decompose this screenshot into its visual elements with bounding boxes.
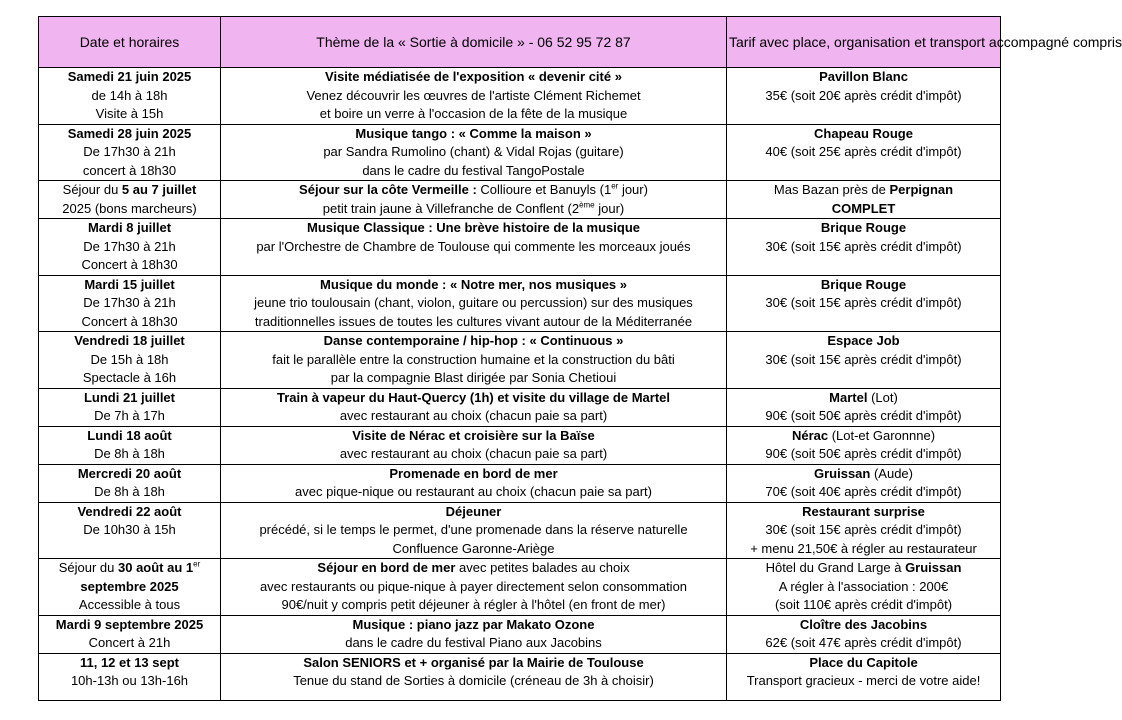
- header-tarif-line2: transport accompagné compris: [929, 34, 1122, 50]
- date-line: Concert à 18h30: [81, 313, 178, 329]
- venue: Espace Job: [827, 333, 900, 348]
- theme-title: Déjeuner: [445, 503, 502, 519]
- table-row: [39, 388, 1001, 426]
- cell-theme: [221, 275, 727, 332]
- theme-line: dans le cadre du festival Piano aux Jacobins: [345, 635, 602, 650]
- cell-tarif: [727, 124, 1001, 181]
- header-date: Date et horaires: [39, 17, 221, 68]
- cell-tarif: [727, 559, 1001, 616]
- ordinal: er: [611, 181, 619, 191]
- cell-tarif: [727, 615, 1001, 653]
- cell-theme: [221, 388, 727, 426]
- cell-date: [39, 388, 221, 426]
- date-line: 10h-13h ou 13h-16h: [70, 673, 189, 688]
- cell-tarif: [727, 275, 1001, 332]
- date-line: de 14h à 18h: [91, 87, 168, 103]
- cell-date: [39, 68, 221, 125]
- venue-city: Gruissan: [905, 560, 962, 575]
- date-line: Accessible à tous: [78, 597, 181, 612]
- date-title: Lundi 21 juillet: [83, 389, 175, 405]
- date-line: De 15h à 18h: [90, 351, 169, 367]
- date-line: De 7h à 17h: [94, 408, 165, 423]
- theme-line: traditionnelles issues de toutes les cultures vivant autour de la Méditerranée: [254, 313, 693, 329]
- date-line: Visite à 15h: [95, 106, 164, 121]
- theme-line: précédé, si le temps le permet, d'une promenade dans la réserve naturelle: [259, 522, 688, 537]
- theme-line: jeune trio toulousain (chant, violon, guitare ou percussion) sur des musiques: [254, 295, 693, 310]
- theme-title: Séjour en bord de mer: [317, 560, 456, 575]
- cell-tarif: [727, 68, 1001, 125]
- theme-line: Tenue du stand de Sorties à domicile (créneau de 3h à choisir): [293, 673, 654, 688]
- theme-title: Danse contemporaine / hip-hop : « Continuous »: [323, 333, 624, 348]
- date-line: Concert à 21h: [88, 635, 171, 650]
- cell-tarif: [727, 219, 1001, 276]
- venue-city: Martel: [829, 389, 868, 405]
- theme-line: par l'Orchestre de Chambre de Toulouse qui commente les morceaux joués: [256, 238, 691, 254]
- date-title: Samedi 28 juin 2025: [67, 125, 192, 141]
- date-title: Mardi 9 septembre 2025: [55, 616, 204, 632]
- cell-date: [39, 332, 221, 389]
- price: 30€ (soit 15€ après crédit d'impôt): [765, 238, 962, 254]
- venue: Brique Rouge: [820, 276, 907, 292]
- date-title: Mardi 8 juillet: [87, 220, 172, 235]
- cell-date: [39, 275, 221, 332]
- theme-line: dans le cadre du festival TangoPostale: [362, 162, 585, 178]
- cell-date: [39, 219, 221, 276]
- price: Transport gracieux - merci de votre aide!: [746, 673, 981, 688]
- price: 40€ (soit 25€ après crédit d'impôt): [765, 144, 962, 159]
- theme-line: Confluence Garonne-Ariège: [392, 540, 555, 556]
- cell-date: [39, 124, 221, 181]
- theme-title: Musique : piano jazz par Makato Ozone: [352, 616, 595, 632]
- ordinal: ème: [579, 200, 595, 210]
- venue: Place du Capitole: [809, 654, 918, 670]
- theme-title: Musique du monde : « Notre mer, nos musiques »: [320, 276, 627, 292]
- price: 30€ (soit 15€ après crédit d'impôt): [765, 351, 962, 367]
- cell-tarif: [727, 332, 1001, 389]
- theme-title: Musique Classique : Une brève histoire de la musique: [306, 220, 641, 235]
- theme-title: Salon SENIORS et + organisé par la Mairie de Toulouse: [303, 654, 644, 670]
- cell-theme: [221, 615, 727, 653]
- date-line: Spectacle à 16h: [82, 370, 177, 385]
- venue-region: (Lot-et Garonnne): [828, 427, 936, 443]
- venue: [729, 389, 998, 408]
- cell-theme: [221, 124, 727, 181]
- cell-date: [39, 615, 221, 653]
- date-range: septembre 2025: [80, 578, 179, 594]
- price: 30€ (soit 15€ après crédit d'impôt): [765, 522, 962, 537]
- date-title: 11, 12 et 13 sept: [79, 654, 179, 670]
- cell-tarif: [727, 426, 1001, 464]
- theme-title: Séjour sur la côte Vermeille :: [299, 182, 477, 197]
- theme-text: jour): [618, 182, 648, 197]
- cell-date: [39, 464, 221, 502]
- cell-theme: [221, 181, 727, 219]
- cell-date: [39, 653, 221, 700]
- price-extra: + menu 21,50€ à régler au restaurateur: [750, 540, 977, 556]
- cell-tarif: [727, 653, 1001, 700]
- cell-date: [39, 502, 221, 559]
- table-row: [39, 502, 1001, 559]
- date-line: concert à 18h30: [82, 162, 177, 178]
- venue: [729, 181, 998, 200]
- cell-theme: [221, 464, 727, 502]
- date-prefix: Séjour du: [58, 560, 118, 575]
- theme-line: par Sandra Rumolino (chant) & Vidal Rojas (guitare): [323, 144, 624, 159]
- cell-tarif: [727, 388, 1001, 426]
- date-title: Mardi 15 juillet: [84, 276, 175, 292]
- theme-line: par la compagnie Blast dirigée par Sonia Chetioui: [330, 370, 617, 385]
- cell-date: [39, 426, 221, 464]
- table-row: [39, 219, 1001, 276]
- venue-prefix: Hôtel du Grand Large à: [765, 560, 906, 575]
- date-line: De 8h à 18h: [94, 446, 165, 461]
- price: A régler à l'association : 200€: [778, 578, 949, 594]
- table-row: [39, 559, 1001, 616]
- status-complet: COMPLET: [831, 200, 896, 216]
- date-range: 30 août au 1: [118, 560, 194, 575]
- theme-line: avec pique-nique ou restaurant au choix (chacun paie sa part): [295, 484, 652, 499]
- venue-region: (Aude): [870, 465, 913, 481]
- header-tarif: [727, 17, 1122, 68]
- price: 90€ (soit 50€ après crédit d'impôt): [765, 408, 962, 423]
- date-line: [41, 181, 218, 200]
- date-range: 5 au 7 juillet: [121, 182, 197, 197]
- price: 35€ (soit 20€ après crédit d'impôt): [765, 87, 962, 103]
- date-line: 2025 (bons marcheurs): [62, 200, 197, 216]
- theme-line: 90€/nuit y compris petit déjeuner à régler à l'hôtel (en front de mer): [281, 597, 666, 612]
- theme-line: [223, 559, 724, 578]
- cell-theme: [221, 68, 727, 125]
- cell-theme: [221, 426, 727, 464]
- table-row: [39, 275, 1001, 332]
- date-title: Samedi 21 juin 2025: [67, 69, 192, 84]
- header-tarif-line1: Tarif avec place, organisation et: [729, 34, 926, 50]
- theme-line: avec restaurant au choix (chacun paie sa part): [339, 446, 608, 461]
- table-row: [39, 464, 1001, 502]
- theme-line: fait le parallèle entre la construction humaine et la construction du bâti: [272, 351, 675, 367]
- price: 90€ (soit 50€ après crédit d'impôt): [765, 446, 962, 461]
- cell-tarif: [727, 181, 1001, 219]
- table-row: [39, 124, 1001, 181]
- theme-title: Visite de Nérac et croisière sur la Baïse: [352, 427, 595, 443]
- table-row: [39, 653, 1001, 700]
- cell-tarif: [727, 464, 1001, 502]
- cell-theme: [221, 332, 727, 389]
- date-title: Vendredi 22 août: [77, 503, 182, 519]
- cell-date: [39, 559, 221, 616]
- venue: Restaurant surprise: [802, 503, 925, 519]
- cell-theme: [221, 502, 727, 559]
- theme-text: petit train jaune à Villefranche de Conflent (2: [322, 200, 580, 216]
- venue: Brique Rouge: [820, 220, 907, 235]
- venue: [729, 427, 998, 446]
- venue: Chapeau Rouge: [814, 125, 913, 141]
- cell-tarif: [727, 502, 1001, 559]
- header-row: [39, 17, 1001, 68]
- theme-line: Venez découvrir les œuvres de l'artiste Clément Richemet: [306, 87, 641, 103]
- table-row: [39, 426, 1001, 464]
- venue: Pavillon Blanc: [819, 69, 908, 84]
- ordinal: er: [193, 559, 201, 569]
- venue-prefix: Mas Bazan près de: [773, 182, 890, 197]
- date-line: De 17h30 à 21h: [83, 238, 176, 254]
- theme-line: et boire un verre à l'occasion de la fête de la musique: [319, 106, 628, 121]
- venue: Cloître des Jacobins: [799, 616, 928, 632]
- theme-line: avec restaurant au choix (chacun paie sa part): [339, 408, 608, 423]
- table-row: [39, 68, 1001, 125]
- venue: [729, 465, 998, 484]
- date-line: Concert à 18h30: [81, 257, 178, 272]
- header-theme: Thème de la « Sortie à domicile » - 06 52 95 72 87: [221, 17, 727, 68]
- cell-theme: [221, 219, 727, 276]
- date-line: [41, 559, 218, 578]
- cell-date: [39, 181, 221, 219]
- date-line: De 10h30 à 15h: [83, 522, 176, 537]
- date-prefix: Séjour du: [62, 182, 122, 197]
- price-after-credit: (soit 110€ après crédit d'impôt): [774, 597, 953, 612]
- theme-title: Visite médiatisée de l'exposition « devenir cité »: [325, 69, 622, 84]
- venue-city: Perpignan: [889, 182, 954, 197]
- venue-region: (Lot): [867, 389, 898, 405]
- venue-city: Gruissan: [814, 465, 871, 481]
- price: 30€ (soit 15€ après crédit d'impôt): [765, 295, 962, 310]
- date-title: Vendredi 18 juillet: [74, 333, 185, 348]
- date-title: Lundi 18 août: [87, 427, 172, 443]
- theme-line: [223, 200, 724, 219]
- venue-city: Nérac: [791, 427, 829, 443]
- table-row: [39, 332, 1001, 389]
- date-title: Mercredi 20 août: [77, 465, 182, 481]
- theme-title: Promenade en bord de mer: [389, 465, 558, 481]
- date-line: De 17h30 à 21h: [83, 144, 176, 159]
- price: 62€ (soit 47€ après crédit d'impôt): [765, 635, 962, 650]
- theme-title: Train à vapeur du Haut-Quercy (1h) et visite du village de Martel: [277, 389, 670, 405]
- cell-theme: [221, 559, 727, 616]
- venue: [729, 559, 998, 578]
- theme-line: [223, 181, 724, 200]
- theme-line: avec restaurants ou pique-nique à payer directement selon consommation: [259, 578, 688, 594]
- theme-text: Collioure et Banuyls (1: [476, 182, 612, 197]
- date-line: De 17h30 à 21h: [83, 295, 176, 310]
- table-row: [39, 181, 1001, 219]
- theme-title: Musique tango : « Comme la maison »: [355, 125, 592, 141]
- cell-theme: [221, 653, 727, 700]
- schedule-table: [38, 16, 1122, 701]
- date-line: De 8h à 18h: [94, 484, 165, 499]
- theme-text: avec petites balades au choix: [455, 560, 630, 575]
- theme-text: jour): [594, 200, 625, 216]
- table-row: [39, 615, 1001, 653]
- price: 70€ (soit 40€ après crédit d'impôt): [765, 484, 962, 499]
